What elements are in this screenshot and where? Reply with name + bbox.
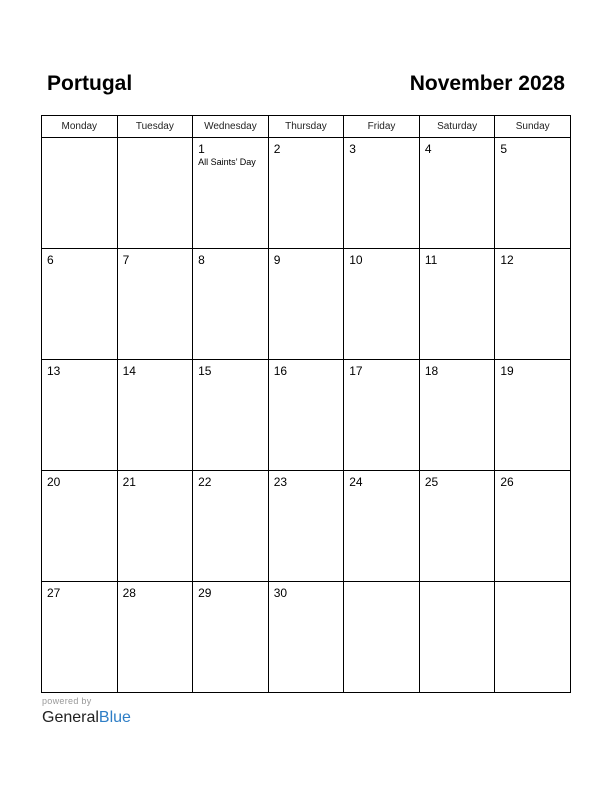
day-cell — [344, 471, 420, 582]
day-cell — [419, 582, 495, 693]
day-cell — [268, 138, 344, 249]
day-cell — [419, 360, 495, 471]
day-cell — [193, 249, 269, 360]
day-cell — [42, 249, 118, 360]
day-cell — [117, 249, 193, 360]
day-cell — [344, 138, 420, 249]
day-cell — [42, 360, 118, 471]
week-row — [42, 138, 571, 249]
day-cell — [419, 249, 495, 360]
day-number: 11 — [424, 253, 438, 267]
month-year-title: November 2028 — [409, 72, 565, 95]
day-cell — [193, 582, 269, 693]
day-number: 23 — [273, 475, 288, 489]
day-number: 20 — [47, 475, 61, 489]
powered-by-text: powered by — [42, 696, 92, 706]
day-number: 3 — [349, 142, 356, 156]
day-cell — [419, 471, 495, 582]
day-cell — [117, 582, 193, 693]
day-cell — [268, 582, 344, 693]
country-title: Portugal — [47, 72, 133, 95]
day-cell — [117, 471, 193, 582]
day-number: 17 — [349, 364, 363, 378]
brand-general-text: General — [42, 709, 99, 726]
weekday-header-row — [42, 116, 571, 138]
week-row — [42, 249, 571, 360]
day-number: 27 — [47, 586, 61, 600]
day-cell — [117, 360, 193, 471]
weekday-header: Tuesday — [117, 116, 193, 138]
day-number: 10 — [349, 253, 363, 267]
footer-branding — [42, 696, 131, 728]
day-number: 25 — [424, 475, 439, 489]
day-number: 29 — [198, 586, 212, 600]
day-number: 14 — [122, 364, 136, 378]
weekday-header: Thursday — [268, 116, 344, 138]
holiday-label: All Saints’ Day — [198, 157, 256, 167]
weekday-header: Sunday — [495, 116, 571, 138]
day-number: 7 — [122, 253, 130, 267]
generalblue-logo — [42, 708, 131, 728]
day-number: 24 — [349, 475, 363, 489]
day-cell — [193, 471, 269, 582]
day-number: 5 — [500, 142, 508, 156]
day-number: 18 — [424, 364, 439, 378]
weekday-header: Saturday — [419, 116, 495, 138]
day-number: 28 — [122, 586, 136, 600]
day-cell — [344, 582, 420, 693]
day-number: 12 — [500, 253, 514, 267]
day-number: 9 — [273, 253, 281, 267]
weekday-header: Friday — [344, 116, 420, 138]
day-cell — [42, 582, 118, 693]
day-cell — [42, 471, 118, 582]
day-number: 1 — [198, 142, 205, 156]
day-number: 26 — [500, 475, 514, 489]
day-cell — [344, 249, 420, 360]
calendar-grid — [41, 115, 571, 693]
day-cell — [419, 138, 495, 249]
day-number: 2 — [273, 142, 281, 156]
day-cell — [117, 138, 193, 249]
day-cell — [495, 582, 571, 693]
day-cell — [193, 138, 269, 249]
day-cell — [268, 471, 344, 582]
day-cell — [268, 249, 344, 360]
weekday-header: Monday — [42, 116, 118, 138]
day-number: 19 — [500, 364, 514, 378]
day-number: 4 — [424, 142, 432, 156]
day-cell — [268, 360, 344, 471]
day-number: 15 — [198, 364, 212, 378]
day-cell — [193, 360, 269, 471]
day-number: 16 — [273, 364, 288, 378]
day-cell — [344, 360, 420, 471]
day-cell — [495, 360, 571, 471]
day-number: 6 — [47, 253, 54, 267]
day-number: 21 — [122, 475, 136, 489]
day-number: 8 — [198, 253, 205, 267]
day-cell — [495, 138, 571, 249]
week-row — [42, 582, 571, 693]
day-number: 30 — [273, 586, 288, 600]
day-cell — [495, 471, 571, 582]
week-row — [42, 471, 571, 582]
weekday-header: Wednesday — [193, 116, 269, 138]
day-number: 13 — [47, 364, 61, 378]
brand-blue-text: Blue — [98, 709, 131, 726]
day-cell — [42, 138, 118, 249]
day-number: 22 — [198, 475, 212, 489]
week-row — [42, 360, 571, 471]
day-cell — [495, 249, 571, 360]
